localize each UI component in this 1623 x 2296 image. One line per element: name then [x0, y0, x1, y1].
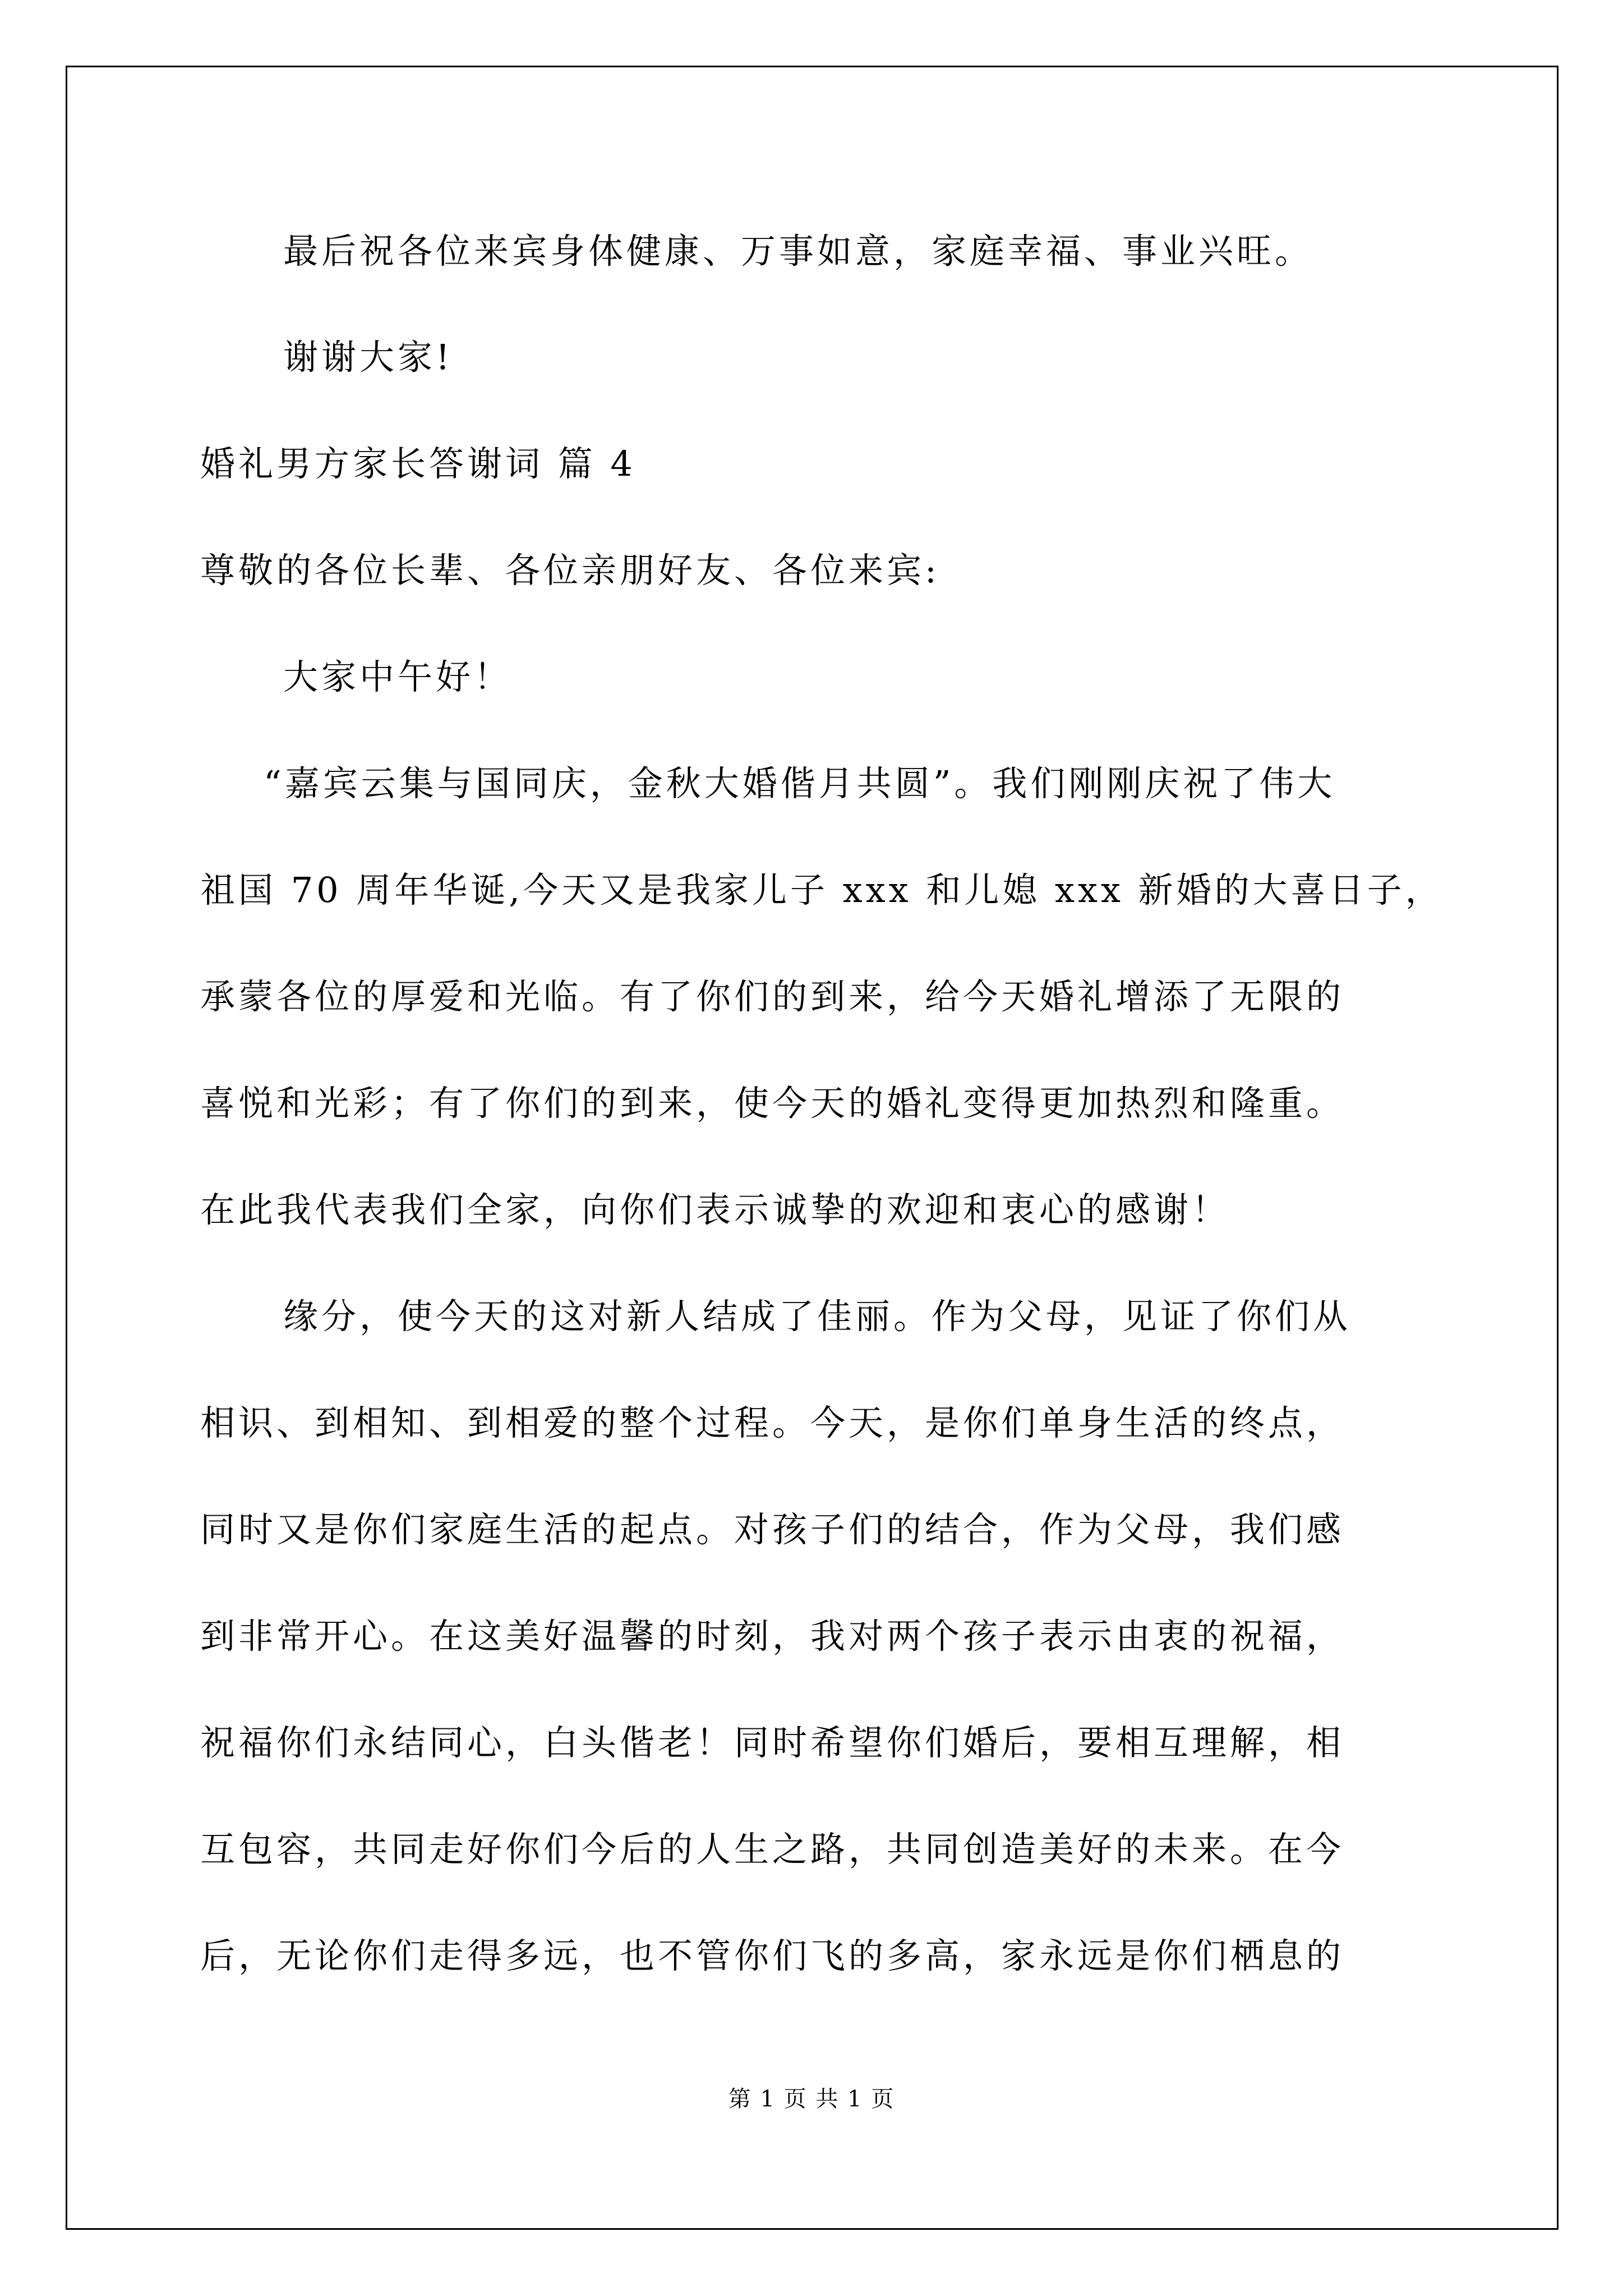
paragraph-line: 缘分，使今天的这对新人结成了佳丽。作为父母，见证了你们从 [283, 1296, 1352, 1337]
salutation-line: 尊敬的各位长辈、各位亲朋好友、各位来宾: [200, 550, 940, 591]
paragraph-line: 同时又是你们家庭生活的起点。对孩子们的结合，作为父母，我们感 [200, 1509, 1345, 1550]
page-frame [66, 66, 1559, 2230]
paragraph-line: 喜悦和光彩；有了你们的到来，使今天的婚礼变得更加热烈和隆重。 [200, 1083, 1345, 1124]
thanks-line: 谢谢大家! [283, 337, 453, 378]
paragraph-line: 承蒙各位的厚爱和光临。有了你们的到来，给今天婚礼增添了无限的 [200, 976, 1345, 1017]
paragraph-line: “嘉宾云集与国同庆，金秋大婚偕月共圆”。我们刚刚庆祝了伟大 [264, 763, 1336, 804]
section-heading: 婚礼男方家长答谢词 篇 4 [200, 443, 636, 484]
paragraph-line: 到非常开心。在这美好温馨的时刻，我对两个孩子表示由衷的祝福， [200, 1616, 1345, 1657]
paragraph-line: 互包容，共同走好你们今后的人生之路，共同创造美好的未来。在今 [200, 1829, 1345, 1870]
page-number-footer: 第 1 页 共 1 页 [728, 2086, 895, 2112]
paragraph-line: 祝福你们永结同心，白头偕老！同时希望你们婚后，要相互理解，相 [200, 1722, 1345, 1763]
closing-wishes-line: 最后祝各位来宾身体健康、万事如意，家庭幸福、事业兴旺。 [283, 231, 1313, 272]
greeting-line: 大家中午好！ [283, 656, 513, 697]
paragraph-line: 祖国 70 周年华诞,今天又是我家儿子 xxx 和儿媳 xxx 新婚的大喜日子， [200, 869, 1444, 910]
paragraph-line: 在此我代表我们全家，向你们表示诚挚的欢迎和衷心的感谢！ [200, 1189, 1230, 1230]
paragraph-line: 相识、到相知、到相爱的整个过程。今天，是你们单身生活的终点， [200, 1402, 1345, 1443]
paragraph-line: 后，无论你们走得多远，也不管你们飞的多高，家永远是你们栖息的 [200, 1935, 1345, 1976]
